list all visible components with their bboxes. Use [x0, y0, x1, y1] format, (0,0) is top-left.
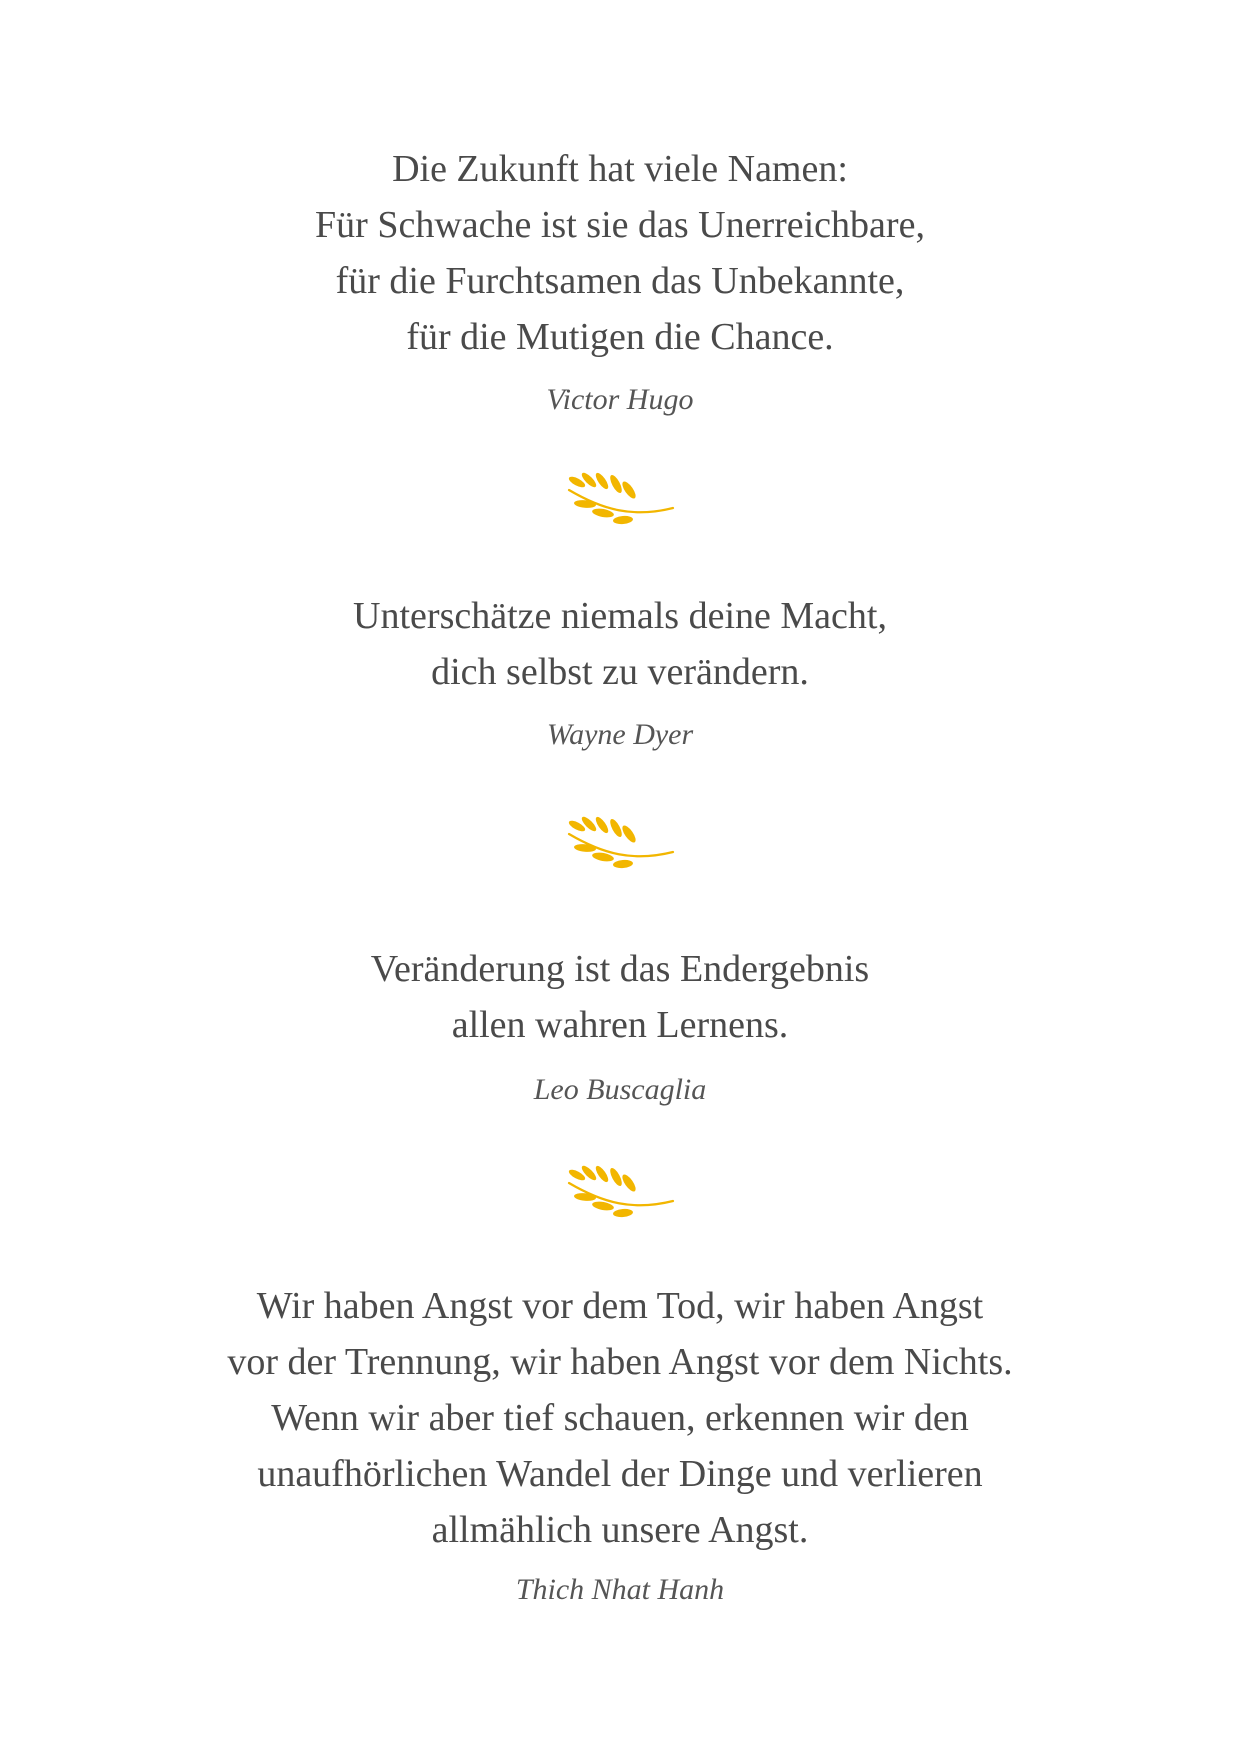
quote-author: Victor Hugo	[546, 383, 694, 416]
quote-3	[0, 941, 1240, 1053]
quote-line: Für Schwache ist sie das Unerreichbare,	[315, 204, 925, 246]
quote-line: unaufhörlichen Wandel der Dinge und verlieren	[257, 1453, 983, 1495]
quote-2-author-block	[0, 715, 1240, 755]
leaf-sprig-icon	[563, 1163, 675, 1221]
quote-1	[0, 141, 1240, 365]
quote-1-author-block	[0, 380, 1240, 420]
quote-line: Wir haben Angst vor dem Tod, wir haben Angst	[256, 1285, 984, 1327]
quote-author: Wayne Dyer	[546, 718, 694, 751]
quote-4	[0, 1278, 1240, 1558]
quote-line: Wenn wir aber tief schauen, erkennen wir den	[271, 1397, 969, 1439]
quote-line: vor der Trennung, wir haben Angst vor dem Nichts.	[227, 1341, 1013, 1383]
quote-line: dich selbst zu verändern.	[431, 651, 809, 693]
leaf-sprig-icon	[563, 814, 675, 872]
quote-line: Veränderung ist das Endergebnis	[370, 948, 870, 990]
quote-2	[0, 588, 1240, 700]
quote-line: für die Mutigen die Chance.	[406, 316, 834, 358]
quote-line: allen wahren Lernens.	[451, 1004, 789, 1046]
quote-line: allmählich unsere Angst.	[431, 1509, 809, 1551]
quote-line: für die Furchtsamen das Unbekannte,	[335, 260, 905, 302]
leaf-sprig-icon	[563, 470, 675, 528]
quote-line: Die Zukunft hat viele Namen:	[392, 148, 848, 190]
quote-4-author-block	[0, 1570, 1240, 1610]
quote-author: Thich Nhat Hanh	[515, 1573, 725, 1606]
quote-line: Unterschätze niemals deine Macht,	[353, 595, 887, 637]
quote-author: Leo Buscaglia	[533, 1073, 707, 1106]
quote-3-author-block	[0, 1070, 1240, 1110]
